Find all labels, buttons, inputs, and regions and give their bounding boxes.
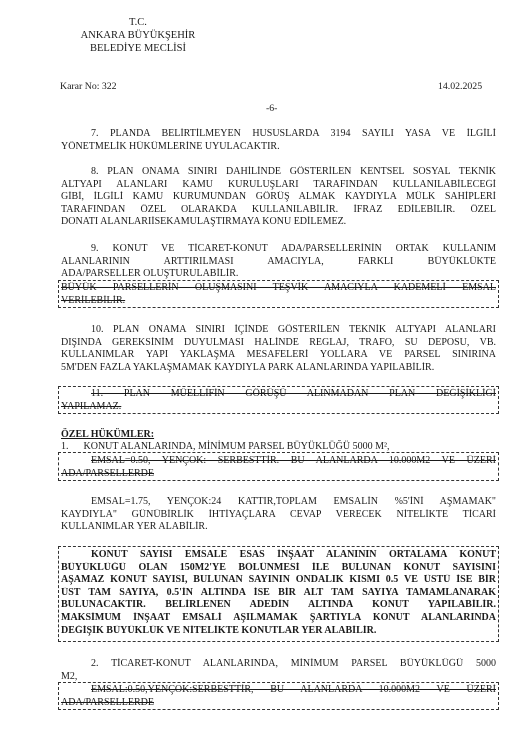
karar-date: 14.02.2025 — [438, 81, 483, 92]
header-tc: T.C. — [129, 17, 147, 28]
header-ankara: ANKARA BÜYÜKŞEHİR — [80, 30, 196, 41]
paragraph-7: 7. PLANDA BELİRTİLMEYEN HUSUSLARDA 3194 SAYILI YASA VE İLGİLİ YÖNETMELİK HÜKÜMLERİNE UYULACAKTIR. — [61, 128, 496, 152]
emsal-paragraph: EMSAL=1.75, YENÇOK:24 KATTIR,TOPLAM EMSALİN %5'İNİ AŞMAMAK" KAYDIYLA" GÜNÜBİRLİK İHTİYAÇLARA CEVAP VERECEK NİTELİKTE TİCARİ KULLANIMLAR YER ALABİLİR. — [61, 496, 496, 532]
paragraph-9: 9. KONUT VE TİCARET-KONUT ADA/PARSELLERİNİN ORTAK KULLANIM ALANLARININ ARTTIRILMASI AMACIYLA, FARKLI BÜYÜKLÜKTE ADA/PARSELLER OLUŞTURULABİLİR. — [61, 243, 496, 279]
paragraph-9-struck: BÜYÜK PARSELLERİN OLUŞMASINI TEŞVİK AMACIYLA KADEMELİ EMSAL VERİLEBİLİR. — [61, 282, 496, 306]
paragraph-10: 10. PLAN ONAMA SINIRI İÇİNDE GÖSTERİLEN TEKNİK ALTYAPI ALANLARI DIŞINDA GEREKSİNİM DUYULMASI HALİNDE REGLAJ, TRAFO, SU DEPOSU, VB. KULLANIMLAR YAPI YAKLAŞMA MESAFELERİ YOLLARA VE PARSEL SINIRINA 5M'DEN FAZLA YAKLAŞMAMAK KAYDIYLA PARK ALANLARINDA YAPILABİLİR. — [61, 324, 496, 373]
karar-no: Karar No: 322 — [60, 81, 117, 92]
ozel-hukumler-title: ÖZEL HÜKÜMLER: — [61, 429, 155, 440]
ozel-item-1: 1. KONUT ALANLARINDA, MİNİMUM PARSEL BÜYÜKLÜĞÜ 5000 M², — [61, 441, 390, 452]
header-meclis: BELEDİYE MECLİSİ — [90, 43, 186, 54]
konut-sayisi-paragraph: KONUT SAYISI EMSALE ESAS İNŞAAT ALANININ ORTALAMA KONUT BÜYÜKLÜĞÜ OLAN 150M2'YE BÖLÜNMESİ İLE BULUNAN KONUT SAYISINI AŞAMAZ KONUT SAYISI, BULUNAN SAYININ ONDALIK KISMI 0.5 VE ÜSTÜ İSE BİR ÜST TAM SAYIYA, 0.5'İN ALTINDA İSE BİR ALT TAM SAYIYA TAMAMLANARAK BULUNACAKTIR. BELİRLENEN ADEDİN ALTINDA KONUT YAPILABİLİR. MAKSİMUM İNŞAAT EMSALİ AŞILMAMAK ŞARTIYLA KONUT ALANLARINDA DEĞİŞİK BÜYÜKLÜK VE NİTELİKTE KONUTLAR YER ALABİLİR. — [61, 549, 496, 636]
ozel-item-2: 2. TİCARET-KONUT ALANLARINDA, MİNİMUM PARSEL BÜYÜKLÜĞÜ 5000 M2, — [61, 658, 496, 682]
page-number: -6- — [266, 103, 278, 114]
paragraph-11-struck: 11. PLAN MÜELLİFİN GÖRÜŞÜ ALINMADAN PLAN DEĞİŞİKLİĞİ YAPILAMAZ. — [61, 388, 496, 412]
ozel-item-1-struck: EMSAL=0.50, YENÇOK: SERBESTTİR. BU ALANLARDA 10.000M2 VE ÜZERİ ADA/PARSELLERDE — [61, 455, 496, 479]
paragraph-8: 8. PLAN ONAMA SINIRI DAHİLİNDE GÖSTERİLEN KENTSEL SOSYAL TEKNİK ALTYAPI ALANLARI KAMU KURULUŞLARI TARAFINDAN KULLANILABİLECEĞİ GİBİ, İLGİLİ KAMU KURUMUNDAN GÖRÜŞ ALMAK KAYDIYLA MÜLK SAHİPLERİ TARAFINDAN ÖZEL OLARAKDA KULLANILABİLİR. İFRAZ EDİLEBİLİR. ÖZEL DONATI ALANLARIİSEKAMULAŞTIRMAYA KONU EDİLEMEZ. — [61, 166, 496, 227]
ozel-item-2-struck: EMSAL:0.50,YENÇOK:SERBESTTİR, BU ALANLARDA 10.000M2 VE ÜZERİ ADA/PARSELLERDE — [61, 684, 496, 708]
